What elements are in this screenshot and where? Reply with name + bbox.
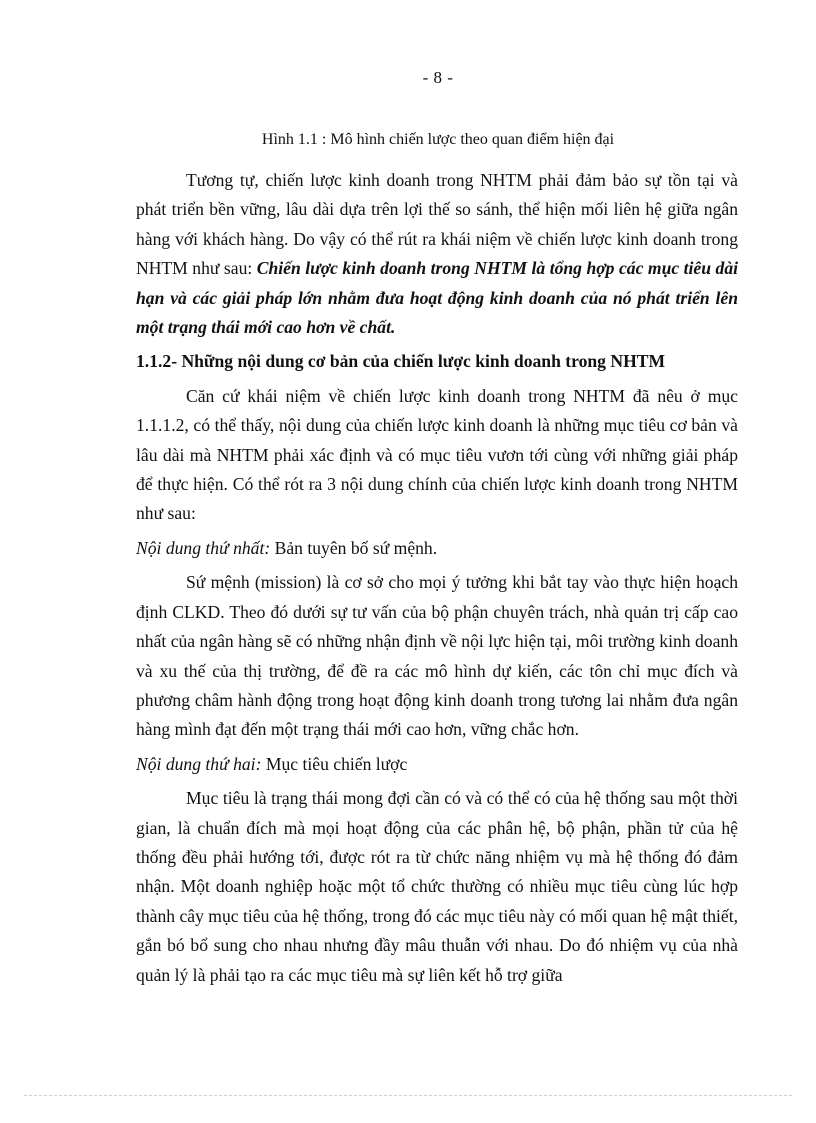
section-heading: 1.1.2- Những nội dung cơ bản của chiến lược kinh doanh trong NHTM — [136, 351, 666, 372]
paragraph-objectives: Mục tiêu là trạng thái mong đợi cần có và có thể có của hệ thống sau một thời gian, là chuẩn đích mà mọi hoạt động của các phân hệ, bộ phận, phần tử của hệ thống đều phải hướng tới, được rót ra từ chức năng nhiệm vụ mà hệ thống đó đảm nhận. Một doanh nghiệp hoặc một tổ chức thường có nhiều mục tiêu cùng lúc hợp thành cây mục tiêu của hệ thống, trong đó các mục tiêu này có mối quan hệ mật thiết, gắn bó bổ sung cho nhau nhưng đầy mâu thuẫn với nhau. Do đó nhiệm vụ của nhà quản lý là phải tạo ra các mục tiêu mà sự liên kết hỗ trợ giữa — [136, 788, 738, 985]
content-two-line — [136, 750, 738, 779]
paragraph-mission: Sứ mệnh (mission) là cơ sở cho mọi ý tưởng khi bắt tay vào thực hiện hoạch định CLKD. Theo đó dưới sự tư vấn của bộ phận chuyên trách, nhà quản trị cấp cao nhất của ngân hàng sẽ có những nhận định về nội lực hiện tại, môi trường kinh doanh và xu thế của thị trường, để đề ra các mô hình dự kiến, các tôn chỉ mục đích và phương châm hành động trong hoạt động kinh doanh trong tương lai nhằm đưa ngân hàng mình đạt đến một trạng thái mới cao hơn, vững chắc hơn. — [136, 572, 738, 740]
paragraph-definition — [136, 166, 738, 342]
paragraph-definition-text: Tương tự, chiến lược kinh doanh trong NHTM phải đảm bảo sự tồn tại và phát triển bền vững, lâu dài dựa trên lợi thế so sánh, thể hiện mối liên hệ giữa ngân hàng với khách hàng. Do vậy có thể rút ra khái niệm về chiến lược kinh doanh trong NHTM như sau: — [136, 170, 738, 279]
figure-caption: Hình 1.1 : Mô hình chiến lược theo quan điểm hiện đại — [261, 131, 615, 148]
content-two-text: Mục tiêu chiến lược — [261, 753, 408, 774]
page-bottom-divider — [24, 1095, 792, 1096]
document-body — [136, 166, 738, 990]
content-one-label: Nội dung thứ nhất: — [136, 537, 271, 558]
content-one-text: Bản tuyên bố sứ mệnh. — [270, 537, 438, 558]
strategy-definition-emphasis: Chiến lược kinh doanh trong NHTM là tổng hợp các mục tiêu dài hạn và các giải pháp lớn nhằm đưa hoạt động kinh doanh của nó phát triển lên một trạng thái mới cao hơn về chất. — [136, 258, 739, 338]
page-number: - 8 - — [422, 68, 454, 87]
content-one-line — [136, 534, 738, 563]
content-two-label: Nội dung thứ hai: — [136, 753, 262, 774]
paragraph-contents-intro: Căn cứ khái niệm về chiến lược kinh doanh trong NHTM đã nêu ở mục 1.1.1.2, có thể thấy, nội dung của chiến lược kinh doanh là những mục tiêu cơ bản và lâu dài mà NHTM phải xác định và có mục tiêu vươn tới cùng với những giải pháp để thực hiện. Có thể rót ra 3 nội dung chính của chiến lược kinh doanh trong NHTM như sau: — [136, 385, 738, 524]
